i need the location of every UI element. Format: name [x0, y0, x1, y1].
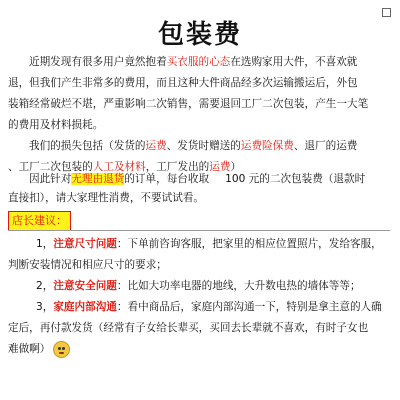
page-title: 包装费 — [157, 20, 242, 50]
paragraph-1-line-4: 的费用及材料损耗。 — [8, 119, 104, 131]
paragraph-1-line-1: 近期发现有很多用户竟然抱着买衣服的心态在选购家用大件，不喜欢就 — [29, 56, 358, 68]
advice-item-1-line-2: 判断安装情况和相应尺寸的要求； — [8, 259, 167, 271]
advice-item-1-line-1: 1，注意尺寸问题：下单前咨询客服，把家里的相应位置照片，发给客服， — [36, 238, 382, 250]
paragraph-3-line-2: 直接扣），请大家理性消费，不要试试看。 — [8, 192, 204, 204]
paragraph-2-line-2: 、工厂二次包装的人工及材料，工厂发出的运费） — [8, 161, 242, 173]
paragraph-1-line-3: 装箱经常破烂不堪，严重影响二次销售，需要退回工厂二次包装，产生一大笔 — [8, 98, 369, 110]
paragraph-3-line-1: 因此针对无理由退货的订单，每台收取 100 元的二次包装费（退款时 — [29, 173, 366, 185]
advice-tag: 店长建议： — [8, 211, 71, 231]
paragraph-2-line-1: 我们的损失包括（发货的运费、发货时赠送的运费险保费、退厂的运费 — [29, 140, 358, 152]
advice-item-3-line-3: 难做啊） — [8, 339, 392, 360]
advice-item-3-line-1: 3，家庭内部沟通：看中商品后，家庭内部沟通一下，特别是拿主意的人确 — [36, 301, 382, 313]
divider — [8, 230, 390, 231]
advice-item-3-line-2: 定后，再付款发货（经常有子女给长辈买，买回去长辈就不喜欢，有时子女也 — [8, 322, 369, 334]
advice-item-2-line-1: 2，注意安全问题：比如大功率电器的地线，大升数电热的墙体等等； — [36, 280, 361, 292]
paragraph-1-line-2: 退，但我们产生非常多的费用，而且这种大件商品经多次运输搬运后，外包 — [8, 77, 358, 89]
grimace-emoji-icon — [53, 341, 70, 358]
